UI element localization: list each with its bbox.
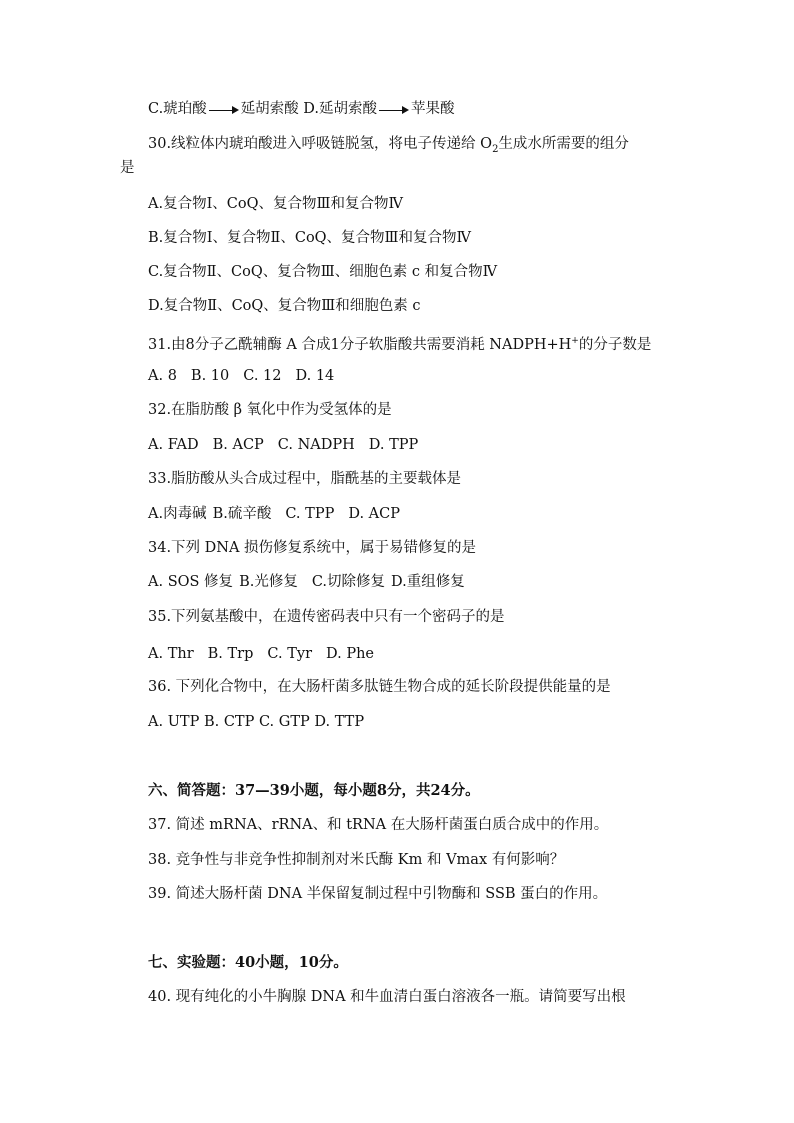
q35-stem: 35.下列氨基酸中，在遗传密码表中只有一个密码子的是 [148, 609, 505, 625]
q30-option-a: A.复合物Ⅰ、CoQ、复合物Ⅲ和复合物Ⅳ [148, 196, 403, 212]
q38: 38. 竞争性与非竞争性抑制剂对米氏酶 Km 和 Vmax 有何影响？ [148, 852, 565, 868]
q34-options: A. SOS 修复 B.光修复 C.切除修复 D.重组修复 [148, 574, 465, 590]
q36-stem: 36. 下列化合物中，在大肠杆菌多肽链生物合成的延长阶段提供能量的是 [148, 679, 611, 695]
q32-options: A. FAD B. ACP C. NADPH D. TPP [148, 437, 419, 453]
q39: 39. 简述大肠杆菌 DNA 半保留复制过程中引物酶和 SSB 蛋白的作用。 [148, 886, 608, 902]
q29-option-c-right: 延胡索酸 [240, 101, 299, 117]
q30-option-b: B.复合物Ⅰ、复合物Ⅱ、CoQ、复合物Ⅲ和复合物Ⅳ [148, 230, 472, 246]
q29-option-d-left: D.延胡索酸 [303, 101, 378, 117]
arrow-icon [379, 103, 409, 115]
q30-option-c: C.复合物Ⅱ、CoQ、复合物Ⅲ、细胞色素 c 和复合物Ⅳ [148, 264, 498, 280]
q37: 37. 简述 mRNA、rRNA、和 tRNA 在大肠杆菌蛋白质合成中的作用。 [148, 817, 609, 833]
q31-options: A. 8 B. 10 C. 12 D. 14 [148, 368, 335, 384]
arrow-icon [209, 103, 239, 115]
section7-heading: 七、实验题：40小题，10分。 [148, 954, 348, 971]
section6-heading: 六、简答题：37—39小题，每小题8分，共24分。 [148, 782, 480, 799]
q34-stem: 34.下列 DNA 损伤修复系统中，属于易错修复的是 [148, 540, 477, 556]
q32-stem: 32.在脂肪酸 β 氧化中作为受氢体的是 [148, 402, 392, 418]
q35-options: A. Thr B. Trp C. Tyr D. Phe [148, 646, 375, 662]
q36-options: A. UTP B. CTP C. GTP D. TTP [148, 714, 365, 730]
q29-options-cd [148, 99, 455, 119]
q30-option-d: D.复合物Ⅱ、CoQ、复合物Ⅲ和细胞色素 c [148, 298, 421, 314]
q30-stem: 30.线粒体内琥珀酸进入呼吸链脱氢，将电子传递给 $O_2$生成水所需要的组分 [148, 136, 629, 155]
q31-stem: 31.由8分子乙酰辅酶 A 合成1分子软脂酸共需要消耗 NADPH+H+的分子数是 [148, 336, 652, 353]
q33-stem: 33.脂肪酸从头合成过程中，脂酰基的主要载体是 [148, 471, 462, 487]
q33-options: A.肉毒碱 B.硫辛酸 C. TPP D. ACP [148, 506, 400, 522]
q30-stem-wrap: 是 [120, 160, 135, 176]
q29-option-d-right: 苹果酸 [411, 101, 455, 117]
q29-option-c-left: C.琥珀酸 [148, 101, 207, 117]
q40: 40. 现有纯化的小牛胸腺 DNA 和牛血清白蛋白溶液各一瓶。请简要写出根 [148, 989, 626, 1005]
